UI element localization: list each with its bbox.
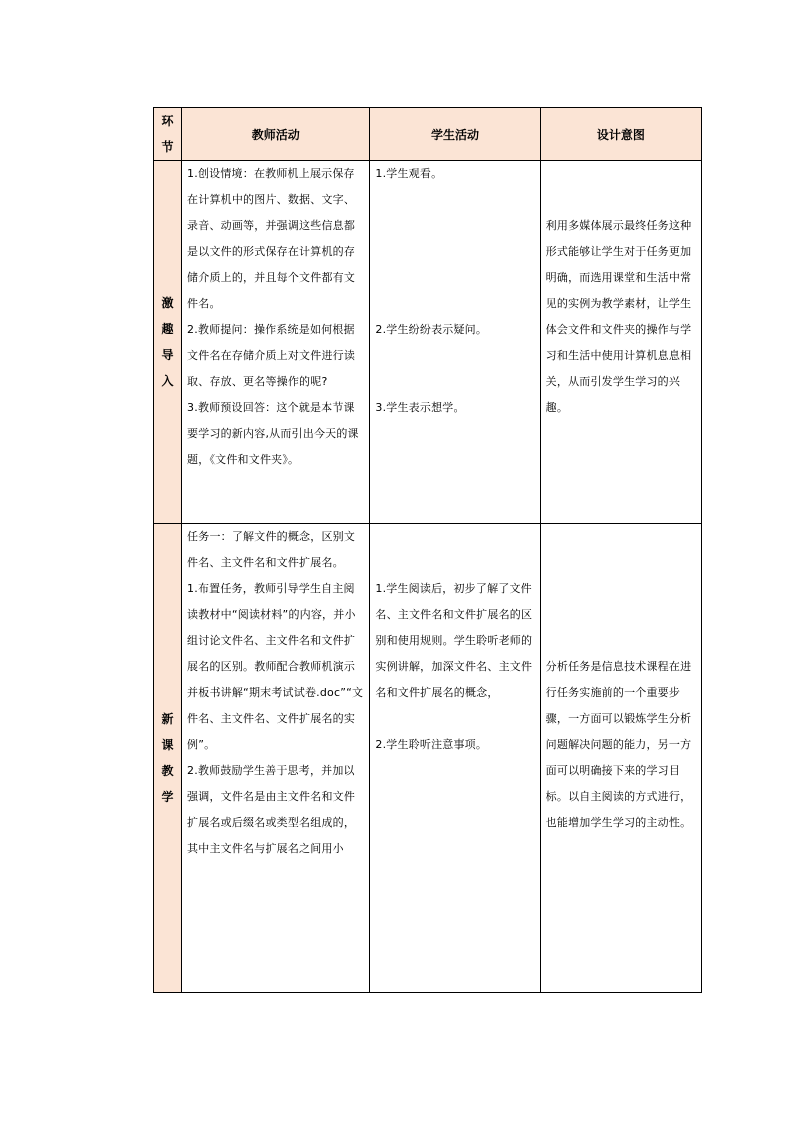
stage-char: 新 [161, 712, 174, 726]
student-paragraph: 2.学生聆听注意事项。 [375, 738, 488, 751]
student-paragraph: 1.学生阅读后，初步了解了文件名、主文件名和文件扩展名的区别和使用规则。学生聆听老师的实例讲解，加深文件名、主文件名和文件扩展名的概念， [375, 582, 533, 699]
student-paragraph: 1.学生观看。 [375, 167, 443, 180]
stage-cell [154, 161, 182, 524]
stage-char: 入 [161, 374, 174, 388]
stage-char: 学 [161, 790, 174, 804]
student-activity-header: 学生活动 [370, 108, 540, 161]
table-row [154, 161, 702, 524]
design-intent-header: 设计意图 [540, 108, 701, 161]
stage-header-char: 环 [161, 114, 174, 128]
teacher-activity-cell [182, 524, 370, 993]
stage-char: 趣 [161, 322, 174, 336]
teacher-paragraph: 1.布置任务，教师引导学生自主阅读教材中“阅读材料”的内容，并小组讨论文件名、主文件名和文件扩展名的区别。教师配合教师机演示并板书讲解“期末考试试卷.doc”“文件名、主文件名、文件扩展名的实例”。 [187, 582, 364, 751]
stage-header [154, 108, 182, 161]
teacher-paragraph: 1.创设情境：在教师机上展示保存在计算机中的图片、数据、文字、录音、动画等，并强调这些信息都是以文件的形式保存在计算机的存储介质上的，并且每个文件都有文件名。 [187, 167, 356, 310]
teacher-activity-header: 教师活动 [182, 108, 370, 161]
table-row [154, 524, 702, 993]
lesson-plan-table [153, 107, 702, 993]
student-paragraph: 2.学生纷纷表示疑问。 [375, 323, 488, 336]
design-intent-cell [540, 161, 701, 524]
intent-paragraph: 利用多媒体展示最终任务这种形式能够让学生对于任务更加明确，而选用课堂和生活中常见的实例为教学素材，让学生体会文件和文件夹的操作与学习和生活中使用计算机息息相关，从而引发学生学习的兴趣。 [545, 219, 692, 414]
teacher-activity-cell [182, 161, 370, 524]
teacher-paragraph: 3.教师预设回答：这个就是本节课要学习的新内容,从而引出今天的课题，《文件和文件夹》。 [187, 401, 359, 466]
header-row [154, 108, 702, 161]
teacher-paragraph: 任务一：了解文件的概念，区别文件名、主文件名和文件扩展名。 [187, 530, 356, 569]
student-paragraph: 3.学生表示想学。 [375, 401, 465, 414]
stage-char: 导 [161, 348, 174, 362]
stage-char: 激 [161, 296, 174, 310]
design-intent-cell [540, 524, 701, 993]
stage-header-char: 节 [161, 140, 174, 154]
student-activity-cell [370, 524, 540, 993]
student-activity-cell [370, 161, 540, 524]
teacher-paragraph: 2.教师鼓励学生善于思考，并加以强调，文件名是由主文件名和文件扩展名或后缀名或类型名组成的，其中主文件名与扩展名之间用小 [187, 764, 356, 855]
intent-paragraph: 分析任务是信息技术课程在进行任务实施前的一个重要步骤，一方面可以锻炼学生分析问题解决问题的能力，另一方面可以明确接下来的学习目标。以自主阅读的方式进行，也能增加学生学习的主动性。 [545, 660, 692, 829]
stage-char: 课 [161, 738, 174, 752]
stage-char: 教 [161, 764, 174, 778]
teacher-paragraph: 2.教师提问：操作系统是如何根据文件名在存储介质上对文件进行读取、存放、更名等操作的呢? [187, 323, 356, 388]
stage-cell [154, 524, 182, 993]
